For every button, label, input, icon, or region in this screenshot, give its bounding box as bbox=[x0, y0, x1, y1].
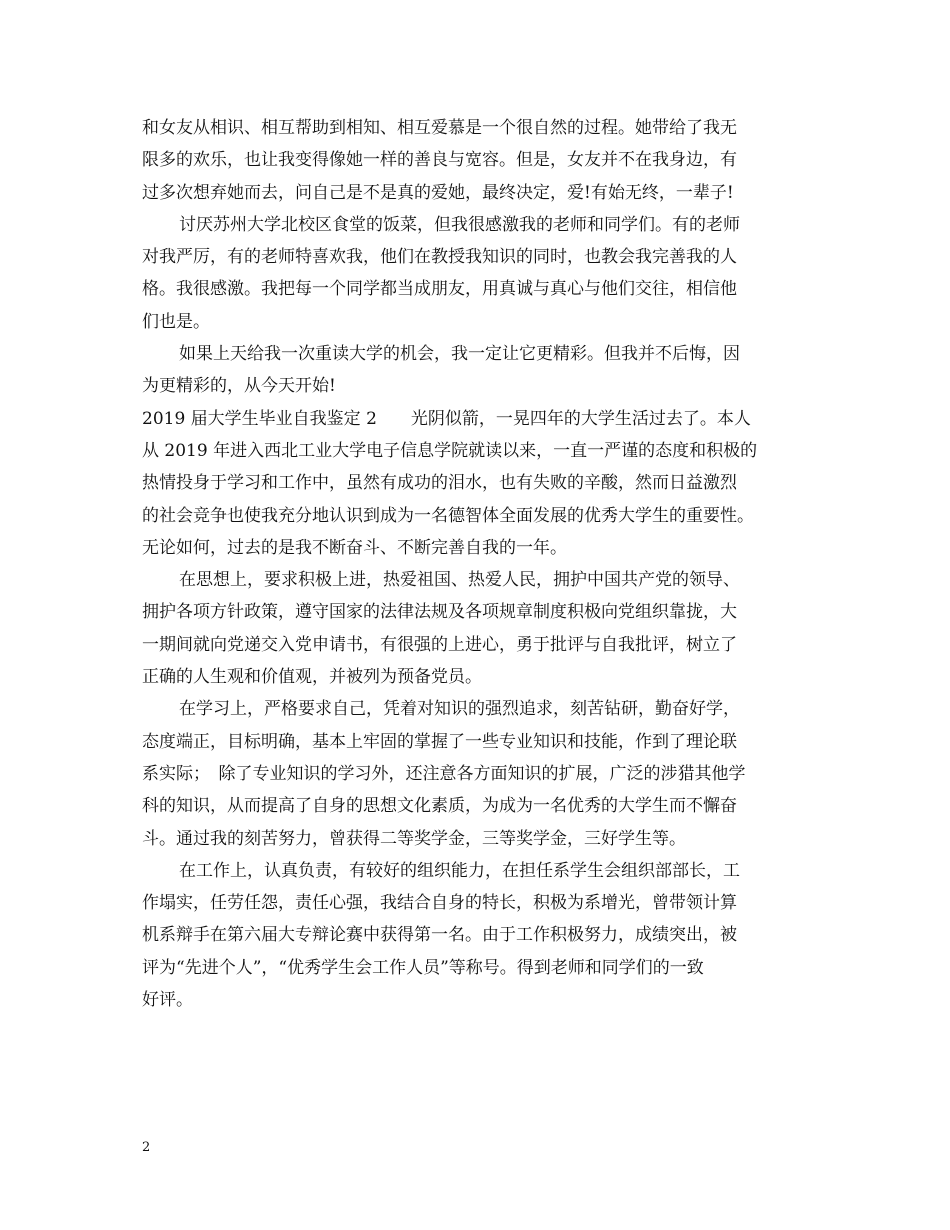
body-text bbox=[142, 112, 822, 1016]
text-line: 一期间就向党递交入党申请书，有很强的上进心，勇于批评与自我批评，树立了 bbox=[142, 634, 737, 655]
text-line: 在思想上，要求积极上进，热爱祖国、热爱人民，拥护中国共产党的领导、 bbox=[179, 570, 740, 591]
text-line: 如果上天给我一次重读大学的机会，我一定让它更精彩。但我并不后悔，因 bbox=[179, 344, 740, 365]
text-line: 过多次想弃她而去，问自己是不是真的爱她，最终决定，爱!有始无终，一辈子! bbox=[142, 182, 734, 203]
text-line: 为更精彩的，从今天开始! bbox=[142, 376, 336, 397]
text-line: 科的知识，从而提高了自身的思想文化素质，为成为一名优秀的大学生而不懈奋 bbox=[142, 796, 737, 817]
text-line: 在工作上，认真负责，有较好的组织能力，在担任系学生会组织部部长，工 bbox=[179, 860, 740, 881]
text-line: 评为“先进个人”，“优秀学生会工作人员”等称号。得到老师和同学们的一致 bbox=[142, 957, 704, 978]
text-line: 的社会竞争也使我充分地认识到成为一名德智体全面发展的优秀大学生的重要性。 bbox=[142, 505, 754, 526]
text-line: 无论如何，过去的是我不断奋斗、不断完善自我的一年。 bbox=[142, 537, 567, 558]
text-line: 限多的欢乐，也让我变得像她一样的善良与宽容。但是，女友并不在我身边，有 bbox=[142, 150, 737, 171]
text-line: 们也是。 bbox=[142, 311, 210, 332]
text-line: 从 2019 年进入西北工业大学电子信息学院就读以来，一直一严谨的态度和积极的 bbox=[142, 440, 758, 461]
text-line: 作塌实，任劳任怨，责任心强，我结合自身的特长，积极为系增光，曾带领计算 bbox=[142, 893, 737, 914]
page-number: 2 bbox=[142, 1140, 151, 1155]
text-line: 格。我很感激。我把每一个同学都当成朋友，用真诚与真心与他们交往，相信他 bbox=[142, 279, 737, 300]
text-line: 讨厌苏州大学北校区食堂的饭菜，但我很感激我的老师和同学们。有的老师 bbox=[179, 214, 740, 235]
text-line: 态度端正，目标明确，基本上牢固的掌握了一些专业知识和技能，作到了理论联 bbox=[142, 731, 737, 752]
text-line: 2019 届大学生毕业自我鉴定 2 光阴似箭，一晃四年的大学生活过去了。本人 bbox=[142, 408, 751, 429]
text-line: 系实际； 除了专业知识的学习外，还注意各方面知识的扩展，广泛的涉猎其他学 bbox=[142, 763, 746, 784]
text-line: 热情投身于学习和工作中，虽然有成功的泪水，也有失败的辛酸，然而日益激烈 bbox=[142, 473, 737, 494]
text-line: 好评。 bbox=[142, 990, 193, 1011]
text-line: 在学习上，严格要求自己，凭着对知识的强烈追求，刻苦钻研，勤奋好学， bbox=[179, 699, 740, 720]
text-line: 拥护各项方针政策，遵守国家的法律法规及各项规章制度积极向党组织靠拢，大 bbox=[142, 602, 737, 623]
text-line: 和女友从相识、相互帮助到相知、相互爱慕是一个很自然的过程。她带给了我无 bbox=[142, 118, 737, 138]
text-line: 斗。通过我的刻苦努力，曾获得二等奖学金，三等奖学金，三好学生等。 bbox=[142, 828, 686, 849]
text-line: 正确的人生观和价值观，并被列为预备党员。 bbox=[142, 667, 482, 688]
text-line: 对我严厉，有的老师特喜欢我，他们在教授我知识的同时，也教会我完善我的人 bbox=[142, 247, 737, 268]
text-line: 机系辩手在第六届大专辩论赛中获得第一名。由于工作积极努力，成绩突出，被 bbox=[142, 925, 737, 946]
